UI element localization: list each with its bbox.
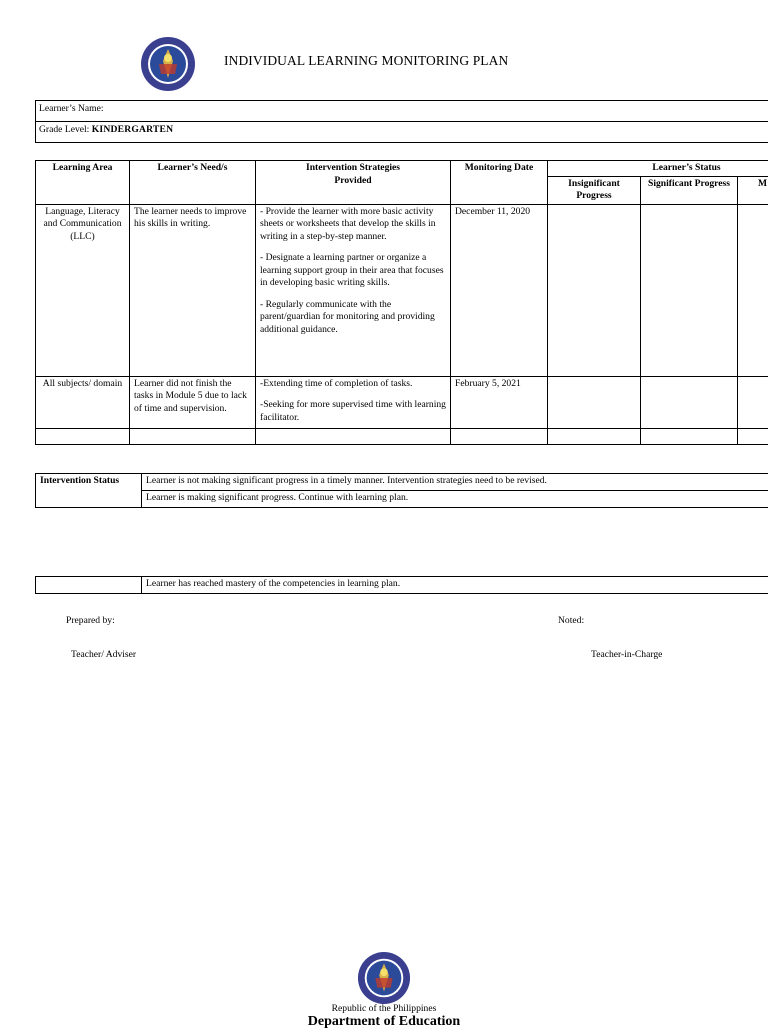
- table-row-empty: [36, 428, 768, 444]
- intervention-status-table: [35, 473, 768, 508]
- deped-seal-logo: [140, 36, 196, 92]
- learner-name-row: [36, 101, 768, 122]
- prepared-by-label: Prepared by:: [66, 615, 115, 626]
- row1-significant: [641, 204, 738, 376]
- footer-republic: Republic of the Philippines: [0, 1003, 768, 1014]
- header-monitoring-date: Monitoring Date: [451, 161, 548, 205]
- header-insignificant-progress: Insignificant Progress: [548, 176, 641, 204]
- header-needs: Learner’s Need/s: [130, 161, 256, 205]
- row2-insignificant: [548, 376, 641, 428]
- grade-level-label: Grade Level:: [39, 124, 89, 135]
- row1-learning-area: Language, Literacy and Communication (LLC): [36, 204, 130, 376]
- row1-needs: The learner needs to improve his skills in writing.: [130, 204, 256, 376]
- row1-strategy-3: - Regularly communicate with the parent/guardian for monitoring and providing additional guidance.: [260, 299, 446, 337]
- header-learning-area: Learning Area: [36, 161, 130, 205]
- row1-strategy-1: - Provide the learner with more basic activity sheets or worksheets that develop the skills in writing in a step-by-step manner.: [260, 206, 446, 244]
- row2-strategy-2: -Seeking for more supervised time with learning facilitator.: [260, 399, 446, 424]
- header-learners-status: Learner’s Status: [548, 161, 768, 177]
- row2-mastery: [738, 376, 768, 428]
- intervention-status-label: Intervention Status: [36, 474, 142, 508]
- header-mastery: M: [738, 176, 768, 204]
- teacher-adviser-label: Teacher/ Adviser: [71, 649, 136, 660]
- document-title: INDIVIDUAL LEARNING MONITORING PLAN: [224, 53, 508, 69]
- table-row: [36, 204, 768, 376]
- table-row: [36, 376, 768, 428]
- row1-insignificant: [548, 204, 641, 376]
- row2-learning-area: All subjects/ domain: [36, 376, 130, 428]
- grade-level-row: [36, 122, 768, 143]
- status-line-progressing: Learner is making significant progress. Continue with learning plan.: [142, 491, 768, 508]
- row2-strategies: [256, 376, 451, 428]
- mastery-status-table: [35, 576, 768, 594]
- learner-info-table: [35, 100, 768, 143]
- header-strategies: [256, 161, 451, 205]
- header-significant-progress: Significant Progress: [641, 176, 738, 204]
- header-strategies-line1: Intervention Strategies: [306, 162, 400, 173]
- row2-strategy-1: -Extending time of completion of tasks.: [260, 378, 446, 391]
- row1-strategies: [256, 204, 451, 376]
- footer-department: Department of Education: [0, 1014, 768, 1030]
- row1-mastery: [738, 204, 768, 376]
- mastery-blank-cell: [36, 577, 142, 594]
- footer-deped-seal-logo: [357, 951, 411, 1005]
- row2-significant: [641, 376, 738, 428]
- status-line-mastery: Learner has reached mastery of the competencies in learning plan.: [142, 577, 768, 594]
- learner-name-label: Learner’s Name:: [39, 103, 104, 114]
- status-line-not-progressing: Learner is not making significant progress in a timely manner. Intervention strategies need to be revised.: [142, 474, 768, 491]
- monitoring-plan-table: [35, 160, 768, 445]
- row2-needs: Learner did not finish the tasks in Module 5 due to lack of time and supervision.: [130, 376, 256, 428]
- noted-label: Noted:: [558, 615, 584, 626]
- row1-strategy-2: - Designate a learning partner or organize a learning support group in their area that focuses in developing basic writing skills.: [260, 252, 446, 290]
- teacher-in-charge-label: Teacher-in-Charge: [591, 649, 662, 660]
- grade-level-value: KINDERGARTEN: [92, 124, 174, 135]
- row1-date: December 11, 2020: [451, 204, 548, 376]
- header-strategies-line2: Provided: [334, 175, 371, 186]
- row2-date: February 5, 2021: [451, 376, 548, 428]
